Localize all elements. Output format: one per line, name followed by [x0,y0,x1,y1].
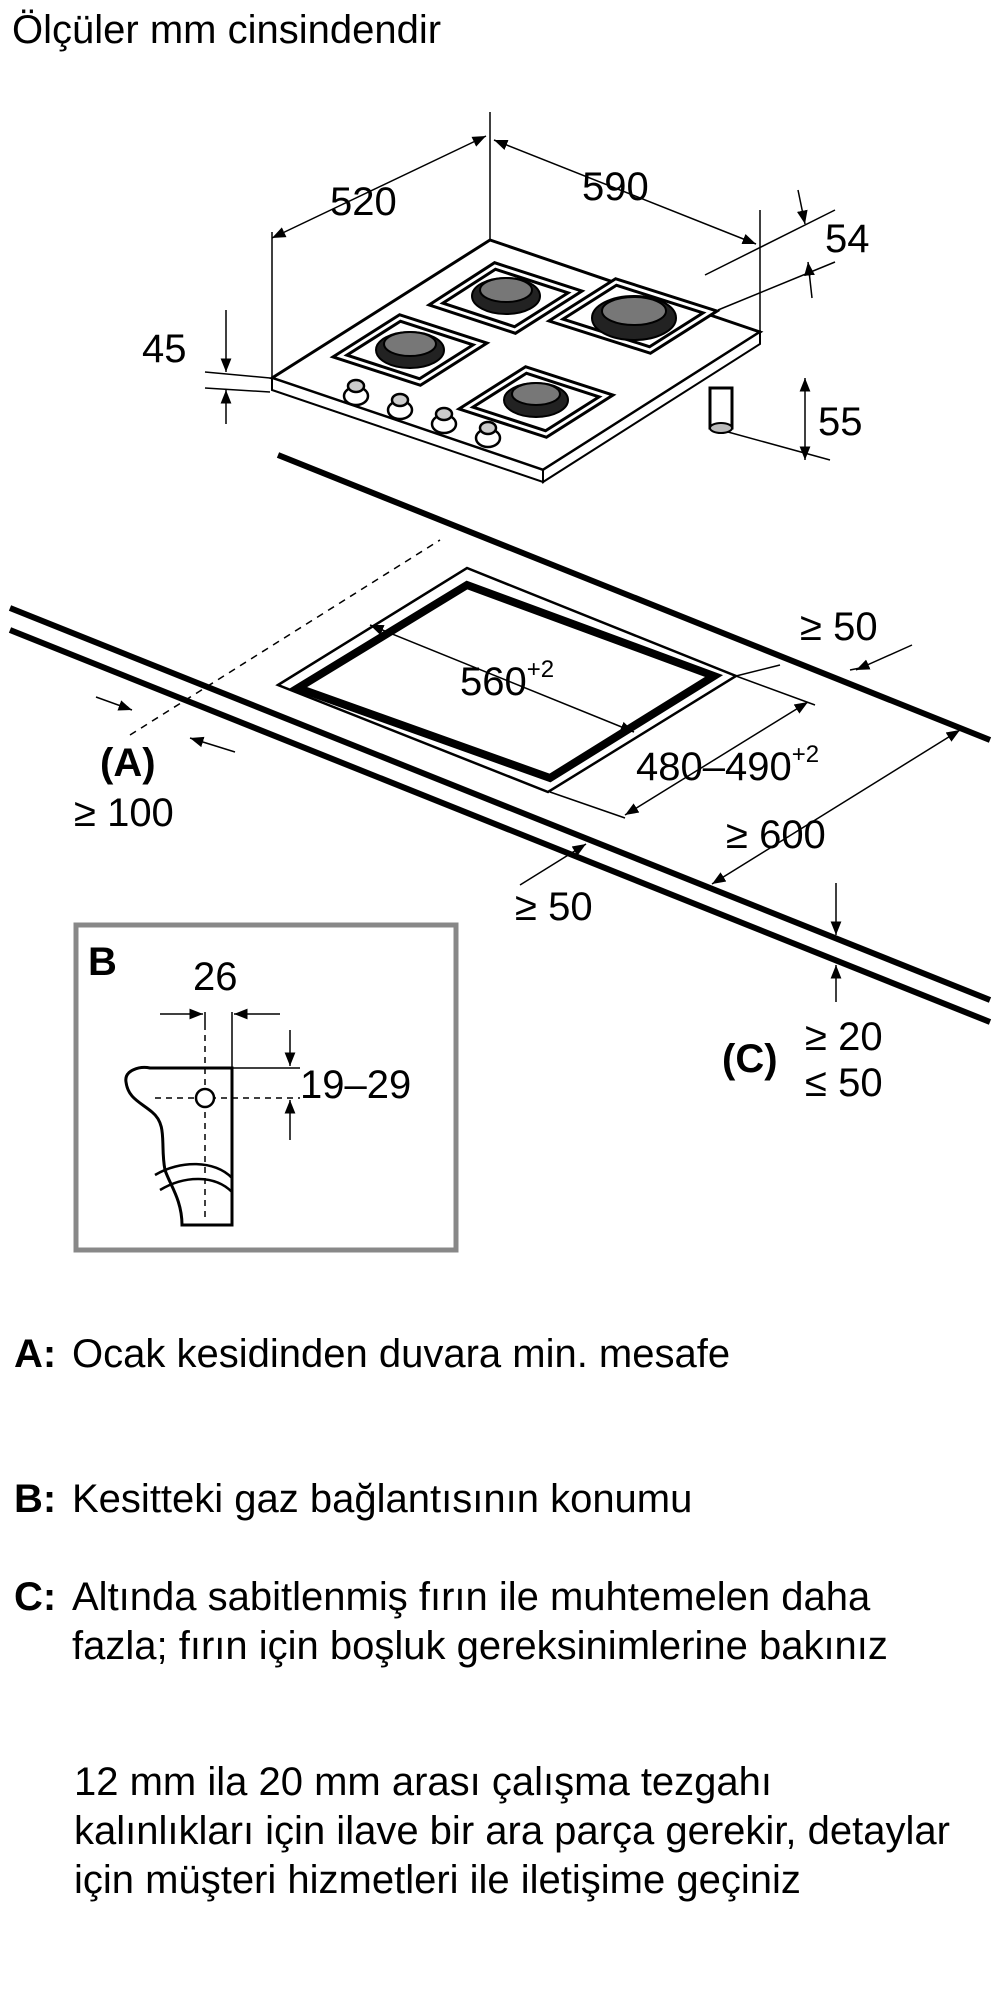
legend-key: A: [14,1332,57,1376]
detail-b-box [76,925,456,1250]
legend-text: Altında sabitlenmiş fırın ile muhtemelen daha fazla; fırın için boşluk gereksinimlerine bakınız [72,1575,888,1668]
legend-item-a [14,1330,952,1379]
legend-text: Kesitteki gaz bağlantısının konumu [72,1477,693,1521]
dim-b-width: 26 [193,955,238,999]
dim-c-min: ≥ 20 [805,1015,883,1059]
detail-b-label: B [88,940,117,984]
units-note: Ölçüler mm cinsindendir [12,8,442,52]
legend-item-c [14,1573,912,1671]
dim-glass-45: 45 [142,327,187,371]
dim-c-max: ≤ 50 [805,1061,883,1105]
marker-a: (A) [100,741,156,785]
dim-depth-520: 520 [330,180,397,224]
legend-key: B: [14,1477,57,1521]
legend-key: C: [14,1575,57,1619]
legend-item-b [14,1475,952,1524]
marker-c: (C) [722,1037,778,1081]
legend-text: Ocak kesidinden duvara min. mesafe [72,1332,731,1376]
gas-connection-hole [196,1089,214,1107]
countertop-thickness-note: 12 mm ila 20 mm arası çalışma tezgahı kalınlıkları için ilave bir ara parça gerekir, detaylar için müşteri hizmetleri ile iletişime geçiniz [74,1760,950,1902]
dim-b-height: 19–29 [300,1063,412,1107]
dim-width-590: 590 [582,165,649,209]
dim-cutout-width: $560^{+2}$ [460,656,555,704]
dim-cutout-depth: $480-490^{+2}$ [636,741,820,789]
dim-countertop-depth: ≥ 600 [726,813,826,857]
dim-wall-distance: ≥ 100 [74,791,174,835]
dim-height-55: 55 [818,400,863,444]
dim-rear-clearance: ≥ 50 [800,605,878,649]
dim-front-clearance: ≥ 50 [515,885,593,929]
hob-drawing [272,240,760,482]
dim-offset-54: 54 [825,217,870,261]
